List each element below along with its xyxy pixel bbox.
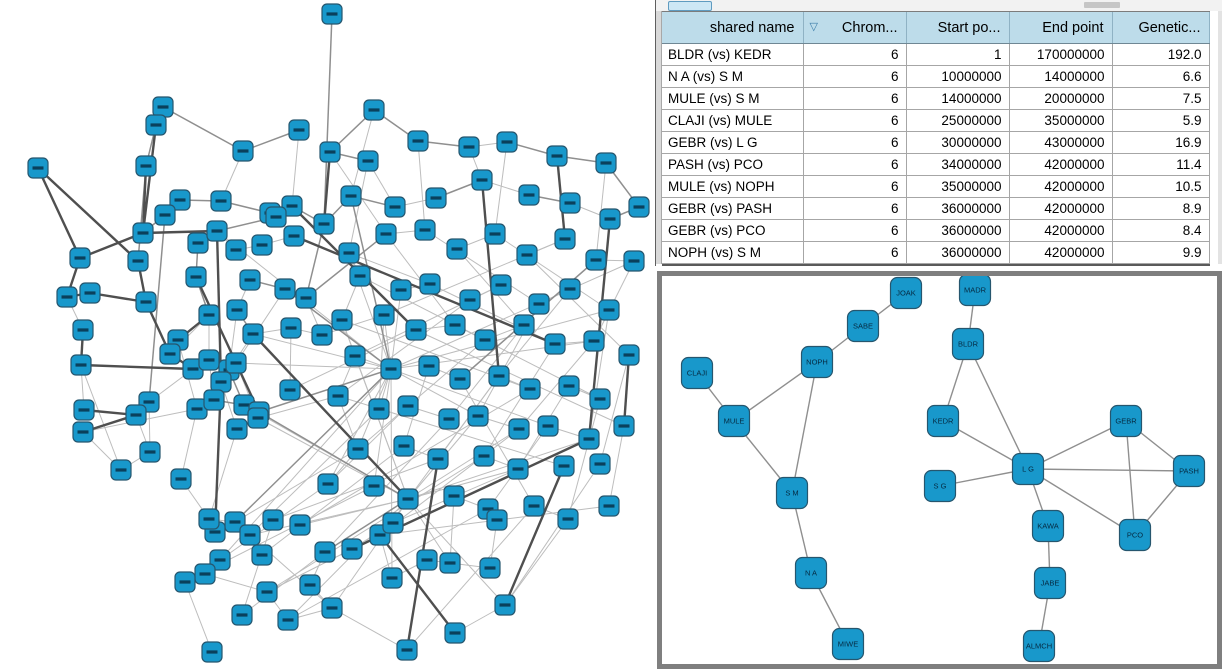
node-label: GEBR (1115, 416, 1137, 426)
node-label (604, 504, 615, 507)
node-label (237, 613, 248, 616)
cell-value[interactable]: 10.5 (1112, 176, 1209, 198)
node-label (333, 394, 344, 397)
node-label (289, 234, 300, 237)
subnetwork-panel[interactable] (657, 271, 1222, 669)
node-label (346, 194, 357, 197)
node-label (204, 358, 215, 361)
node-label (286, 326, 297, 329)
node-label: JOAK (896, 288, 916, 298)
node-label (188, 367, 199, 370)
table-row[interactable] (662, 176, 1209, 198)
graph-node-pash[interactable] (1174, 456, 1205, 487)
node-label (500, 603, 511, 606)
node-label (231, 361, 242, 364)
node-label (232, 427, 243, 430)
graph-node-kedr[interactable] (928, 406, 959, 437)
node-label (559, 464, 570, 467)
node-label (425, 282, 436, 285)
graph-node-almch[interactable] (1024, 631, 1055, 662)
graph-node-jabe[interactable] (1035, 568, 1066, 599)
node-label (363, 159, 374, 162)
node-label: S M (785, 488, 799, 498)
table-row[interactable] (662, 242, 1209, 264)
table-row[interactable] (662, 132, 1209, 154)
node-label (212, 229, 223, 232)
cell-shared-name[interactable]: CLAJI (vs) MULE (662, 110, 803, 132)
cell-value[interactable]: 6 (803, 242, 906, 264)
graph-edge[interactable] (495, 142, 507, 234)
graph-node-gebr[interactable] (1111, 406, 1142, 437)
node-label (295, 523, 306, 526)
node-label (565, 287, 576, 290)
node-label (344, 251, 355, 254)
node-label (271, 215, 282, 218)
graph-edge[interactable] (81, 365, 193, 369)
node-label (216, 199, 227, 202)
node-label: KAWA (1037, 521, 1059, 531)
node-label (634, 205, 645, 208)
table-row[interactable] (662, 44, 1209, 66)
node-label (337, 318, 348, 321)
table-row[interactable] (662, 66, 1209, 88)
node-label (524, 193, 535, 196)
node-label (175, 198, 186, 201)
node-label: JABE (1040, 578, 1060, 588)
node-label: MADR (963, 285, 987, 295)
cell-shared-name[interactable]: BLDR (vs) KEDR (662, 44, 803, 66)
node-label (287, 204, 298, 207)
scrollbar-thumb-right[interactable] (1084, 2, 1120, 8)
node-label (280, 287, 291, 290)
node-label (180, 580, 191, 583)
graph-node-noph[interactable] (802, 347, 833, 378)
table-row[interactable] (662, 198, 1209, 220)
column-header-chrom-[interactable]: ▽ Chrom... (803, 12, 906, 44)
node-label (480, 338, 491, 341)
node-label (402, 648, 413, 651)
node-label (232, 308, 243, 311)
node-label (624, 353, 635, 356)
node-label (319, 222, 330, 225)
cell-value[interactable]: 30000000 (906, 132, 1009, 154)
node-label (320, 550, 331, 553)
node-label (605, 217, 616, 220)
node-label (215, 558, 226, 561)
cell-value[interactable]: 10000000 (906, 66, 1009, 88)
node-label (355, 274, 366, 277)
column-header-start-po-[interactable]: Start po... (906, 12, 1009, 44)
graph-node-n-a[interactable] (796, 558, 827, 589)
cell-value[interactable]: 6 (803, 132, 906, 154)
node-label (116, 468, 127, 471)
graph-node-s-g[interactable] (925, 471, 956, 502)
node-label: N A (804, 568, 818, 578)
node-label (450, 323, 461, 326)
graph-edge[interactable] (391, 369, 392, 578)
node-label (253, 416, 264, 419)
node-label: KEDR (932, 416, 954, 426)
node-label (375, 533, 386, 536)
cell-shared-name[interactable]: PASH (vs) PCO (662, 154, 803, 176)
node-label (79, 408, 90, 411)
graph-node-kawa[interactable] (1033, 511, 1064, 542)
node-label (369, 108, 380, 111)
node-label (514, 427, 525, 430)
graph-edge[interactable] (292, 130, 299, 206)
node-label (231, 248, 242, 251)
cell-value[interactable]: 42000000 (1009, 154, 1112, 176)
node-label (388, 521, 399, 524)
cell-value[interactable]: 42000000 (1009, 198, 1112, 220)
node-label (151, 123, 162, 126)
cell-value[interactable]: 9.9 (1112, 242, 1209, 264)
graph-edge[interactable] (1028, 469, 1189, 471)
cell-value[interactable]: 36000000 (906, 242, 1009, 264)
graph-node-sabe[interactable] (848, 311, 879, 342)
cell-shared-name[interactable]: MULE (vs) S M (662, 88, 803, 110)
cell-shared-name[interactable]: GEBR (vs) L G (662, 132, 803, 154)
cell-value[interactable]: 5.9 (1112, 110, 1209, 132)
node-label (285, 388, 296, 391)
cell-value[interactable]: 35000000 (1009, 110, 1112, 132)
node-label (33, 166, 44, 169)
cell-value[interactable]: 6 (803, 66, 906, 88)
cell-value[interactable]: 14000000 (906, 88, 1009, 110)
node-label (449, 494, 460, 497)
node-label (374, 407, 385, 410)
node-label (210, 530, 221, 533)
node-label: SABE (852, 321, 874, 331)
graph-edge[interactable] (163, 107, 243, 151)
cell-value[interactable]: 36000000 (906, 220, 1009, 242)
graph-node-pco[interactable] (1120, 520, 1151, 551)
cell-value[interactable]: 192.0 (1112, 44, 1209, 66)
node-label: S G (933, 481, 947, 491)
node-label (584, 437, 595, 440)
table-row[interactable] (662, 88, 1209, 110)
cell-value[interactable]: 42000000 (1009, 176, 1112, 198)
node-label (496, 283, 507, 286)
node-label (444, 417, 455, 420)
node-label (595, 462, 606, 465)
node-label: MIWE (837, 639, 859, 649)
node-label (589, 339, 600, 342)
node-label (522, 253, 533, 256)
node-label (411, 328, 422, 331)
graph-edge[interactable] (324, 14, 332, 224)
node-label (209, 398, 220, 401)
table-row[interactable] (662, 154, 1209, 176)
graph-edge[interactable] (209, 429, 237, 519)
node-label (131, 413, 142, 416)
node-label (216, 380, 227, 383)
graph-edge[interactable] (38, 168, 138, 261)
node-label (204, 313, 215, 316)
graph-edge[interactable] (792, 362, 817, 493)
graph-node-miwe[interactable] (833, 629, 864, 660)
node-label (445, 561, 456, 564)
graph-edge[interactable] (968, 344, 1028, 469)
cell-value[interactable]: 42000000 (1009, 242, 1112, 264)
graph-edge[interactable] (349, 161, 368, 253)
node-label (513, 467, 524, 470)
node-label (230, 520, 241, 523)
cell-shared-name[interactable]: NOPH (vs) S M (662, 242, 803, 264)
node-label: PCO (1126, 530, 1144, 540)
cell-value[interactable]: 14000000 (1009, 66, 1112, 88)
node-label (350, 354, 361, 357)
node-label (347, 547, 358, 550)
cell-value[interactable]: 6 (803, 44, 906, 66)
node-label (294, 128, 305, 131)
node-label (387, 576, 398, 579)
node-label (452, 247, 463, 250)
node-label (317, 333, 328, 336)
node-label (492, 518, 503, 521)
attribute-table-wrap (662, 11, 1210, 266)
cell-value[interactable]: 43000000 (1009, 132, 1112, 154)
cell-value[interactable]: 8.9 (1112, 198, 1209, 220)
attribute-table (662, 12, 1210, 264)
node-label: L G (1022, 464, 1034, 474)
node-label (379, 313, 390, 316)
node-label (141, 164, 152, 167)
graph-node-l-g[interactable] (1013, 454, 1044, 485)
graph-node-s-m[interactable] (777, 478, 808, 509)
node-label (431, 196, 442, 199)
node-label (165, 352, 176, 355)
node-label (144, 400, 155, 403)
node-label (591, 258, 602, 261)
node-label (381, 232, 392, 235)
node-label (138, 231, 149, 234)
node-label (629, 259, 640, 262)
node-label (268, 518, 279, 521)
table-header-row (662, 12, 1209, 44)
node-label (534, 302, 545, 305)
node-label (494, 374, 505, 377)
node-label (192, 407, 203, 410)
node-label: ALMCH (1025, 641, 1053, 651)
node-label (450, 631, 461, 634)
graph-edge[interactable] (505, 464, 600, 605)
node-label (75, 256, 86, 259)
node-label (85, 291, 96, 294)
node-label (301, 296, 312, 299)
graph-edge[interactable] (332, 608, 407, 650)
cell-value[interactable]: 16.9 (1112, 132, 1209, 154)
node-label (473, 414, 484, 417)
node-label (543, 424, 554, 427)
node-label (204, 517, 215, 520)
node-label (565, 201, 576, 204)
filter-icon[interactable]: ▽ (809, 21, 818, 33)
node-label (433, 457, 444, 460)
node-label (502, 140, 513, 143)
node-label (327, 606, 338, 609)
node-label: NOPH (806, 357, 828, 367)
node-label (390, 205, 401, 208)
graph-edge[interactable] (505, 466, 564, 605)
node-label (245, 278, 256, 281)
graph-edge[interactable] (1126, 421, 1135, 535)
cell-value[interactable]: 25000000 (906, 110, 1009, 132)
node-label (245, 533, 256, 536)
node-label: CLAJI (686, 368, 708, 378)
node-label (160, 213, 171, 216)
node-label (193, 241, 204, 244)
cell-value[interactable]: 6 (803, 198, 906, 220)
cell-value[interactable]: 8.4 (1112, 220, 1209, 242)
node-label (141, 300, 152, 303)
node-label (257, 553, 268, 556)
cell-value[interactable]: 36000000 (906, 198, 1009, 220)
node-label (485, 566, 496, 569)
graph-edge[interactable] (425, 230, 539, 304)
node-label (386, 367, 397, 370)
node-label (490, 232, 501, 235)
graph-edge[interactable] (391, 290, 401, 369)
column-header-genetic-[interactable]: Genetic... (1112, 12, 1209, 44)
node-label (552, 154, 563, 157)
node-label (323, 482, 334, 485)
node-label (239, 403, 250, 406)
node-label (564, 384, 575, 387)
node-label: MULE (723, 416, 745, 426)
node-label (176, 477, 187, 480)
node-label (262, 590, 273, 593)
node-label (403, 404, 414, 407)
horizontal-scrollbar[interactable] (656, 0, 1222, 11)
cell-value[interactable]: 34000000 (906, 154, 1009, 176)
node-label (369, 484, 380, 487)
node-label (465, 298, 476, 301)
node-label (399, 444, 410, 447)
table-row[interactable] (662, 110, 1209, 132)
node-label (62, 295, 73, 298)
node-label (327, 12, 338, 15)
node-label (477, 178, 488, 181)
node-label (305, 583, 316, 586)
node-label (550, 342, 561, 345)
cell-value[interactable]: 6.6 (1112, 66, 1209, 88)
node-label (325, 150, 336, 153)
node-label (563, 517, 574, 520)
node-label (257, 243, 268, 246)
node-label (353, 447, 364, 450)
node-label (595, 397, 606, 400)
node-label: BLDR (957, 339, 979, 349)
cell-value[interactable]: 42000000 (1009, 220, 1112, 242)
node-label (413, 139, 424, 142)
node-label (207, 650, 218, 653)
node-label (396, 288, 407, 291)
node-label (76, 363, 87, 366)
cell-value[interactable]: 6 (803, 220, 906, 242)
graph-edge[interactable] (143, 231, 217, 233)
node-label (173, 338, 184, 341)
cell-value[interactable]: 20000000 (1009, 88, 1112, 110)
node-label (455, 377, 466, 380)
node-label (238, 149, 249, 152)
node-label (403, 497, 414, 500)
subnetwork-canvas[interactable] (662, 276, 1217, 664)
node-label (424, 364, 435, 367)
node-label (420, 228, 431, 231)
node-label (529, 504, 540, 507)
graph-node-bldr[interactable] (953, 329, 984, 360)
node-label (248, 332, 259, 335)
vertical-scrollbar-track[interactable] (1218, 11, 1222, 264)
table-panel (655, 0, 1222, 266)
node-label (133, 259, 144, 262)
cell-value[interactable]: 6 (803, 176, 906, 198)
cell-shared-name[interactable]: GEBR (vs) PCO (662, 220, 803, 242)
node-label (158, 105, 169, 108)
graph-edge[interactable] (609, 426, 624, 506)
node-label (200, 572, 211, 575)
node-label (78, 430, 89, 433)
cell-value[interactable]: 7.5 (1112, 88, 1209, 110)
graph-edge[interactable] (236, 363, 391, 369)
cell-shared-name[interactable]: MULE (vs) NOPH (662, 176, 803, 198)
node-label (145, 450, 156, 453)
cell-value[interactable]: 6 (803, 110, 906, 132)
column-header-end-point[interactable]: End point (1009, 12, 1112, 44)
table-row[interactable] (662, 220, 1209, 242)
node-label (479, 454, 490, 457)
cell-value[interactable]: 6 (803, 88, 906, 110)
node-label (464, 145, 475, 148)
node-label (601, 161, 612, 164)
graph-edge[interactable] (374, 369, 391, 486)
cell-value[interactable]: 170000000 (1009, 44, 1112, 66)
cell-value[interactable]: 6 (803, 154, 906, 176)
node-label (525, 387, 536, 390)
node-label (191, 275, 202, 278)
node-label (283, 618, 294, 621)
graph-edge[interactable] (418, 141, 425, 230)
node-label (604, 308, 615, 311)
node-label (619, 424, 630, 427)
graph-node-madr[interactable] (960, 276, 991, 306)
graph-node-joak[interactable] (891, 278, 922, 309)
node-label (560, 237, 571, 240)
node-label (78, 328, 89, 331)
graph-node-mule[interactable] (719, 406, 750, 437)
node-label (422, 558, 433, 561)
column-header-shared-name[interactable]: shared name (662, 12, 803, 44)
graph-node-claji[interactable] (682, 358, 713, 389)
cell-shared-name[interactable]: GEBR (vs) PASH (662, 198, 803, 220)
cell-value[interactable]: 35000000 (906, 176, 1009, 198)
cell-shared-name[interactable]: N A (vs) S M (662, 66, 803, 88)
cell-value[interactable]: 11.4 (1112, 154, 1209, 176)
cell-value[interactable]: 1 (906, 44, 1009, 66)
node-label (519, 323, 530, 326)
scrollbar-thumb-left[interactable] (668, 1, 712, 11)
node-label: PASH (1179, 466, 1199, 476)
graph-edge[interactable] (38, 168, 80, 258)
